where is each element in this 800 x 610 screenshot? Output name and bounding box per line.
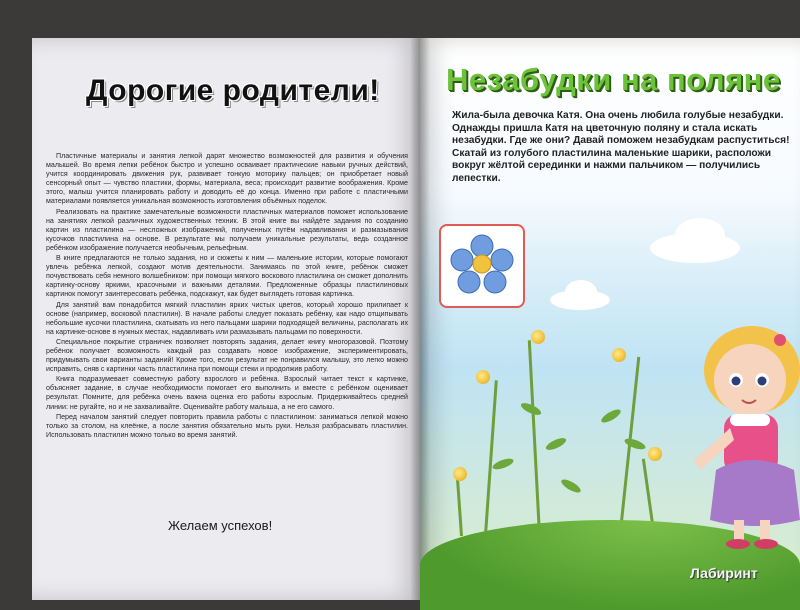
paragraph: Специальное покрытие страничек позволяет повторять задания, делает книгу многоразовой. Поэтому ребёнок получает возможность каждый раз создавать новое изображение, экспериментировать, придумывать свои варианты заданий! Кроме того, если результат не понравился малышу, это легко можно исправить, сняв с картинки часть пластилина при помощи стеки и продолжив работу.	[46, 337, 408, 374]
paragraph: Перед началом занятий следует повторить правила работы с пластилином: заниматься лепкой можно только за столом, на клеёнке, а после занятия обязательно мыть руки. Нельзя разбрасывать пластилин. Использовать пластилин можно только во время занятий.	[46, 412, 408, 439]
book-gutter	[410, 38, 430, 600]
girl-katya-illustration	[690, 310, 800, 550]
paragraph: Реализовать на практике замечательные возможности пластичных материалов поможет использование на занятиях лепкой различных художественных техник. В этой книге вы найдёте задания по созданию картин из пластилина — несложных изображений, полученных путём надавливания и размазывания кусочков пластилина на основе. В результате мы получаем уникальные результаты, ведь созданное ребёнком изображение получается необычным, рельефным.	[46, 207, 408, 252]
paragraph: Книга подразумевает совместную работу взрослого и ребёнка. Взрослый читает текст к картинке, объясняет задание, в случае необходимости помогает его выполнить и вместе с ребёнком оценивает результат. Помните, для ребёнка очень важна оценка его работы взрослым. Придерживайтесь средней линии: не ругайте, но и не захваливайте. Оценивайте работу малыша, а не его самого.	[46, 375, 408, 411]
closing-wish: Желаем успехов!	[168, 518, 273, 533]
story-text: Жила-была девочка Катя. Она очень любила голубые незабудки. Однажды пришла Катя на цветочную поляну и стала искать незабудки. Где же они? Давай поможем незабудкам распуститься! Скатай из голубого пластилина маленькие шарики, расположи вокруг жёлтой серединки и нажми пальчиком — получились лепестки.	[452, 110, 790, 184]
flower-bud	[648, 447, 662, 461]
flower-bud	[453, 467, 467, 481]
parents-note-text	[46, 152, 408, 441]
flower-bud	[612, 348, 626, 362]
left-page-title: Дорогие родители!	[86, 74, 380, 107]
store-watermark: Лабиринт	[690, 565, 758, 581]
cloud	[675, 218, 725, 253]
cloud	[565, 280, 597, 304]
paragraph: Для занятий вам понадобится мягкий пластилин ярких чистых цветов, который хорошо прилипает к основе (например, восковой пластилин). В начале работы следует показать ребёнку, как надо отщипывать небольшие кусочки пластилина, скатывать из него пальцами шарики подходящей величины, располагать их на картинке-основе в нужных местах, надавливать или размазывать пальцами по поверхности.	[46, 300, 408, 336]
paragraph: В книге предлагаются не только задания, но и сюжеты к ним — маленькие истории, которые помогают увлечь ребёнка лепкой, создают мотив деятельности. Занимаясь по этой книге, ребёнок сможет почувствовать себя немного волшебником: при помощи мягкого воскового пластилина он сможет дополнить картинку-основу яркими, красочными и важными деталями. Предложенные образцы пластилиновых картинок помогут заинтересовать ребёнка, подскажут, как будет выглядеть готовая картинка.	[46, 254, 408, 299]
flower-bud	[476, 370, 490, 384]
forget-me-not-icon	[441, 226, 523, 306]
flower-bud	[531, 330, 545, 344]
sample-flower-frame	[439, 224, 525, 308]
paragraph: Пластичные материалы и занятия лепкой дарят множество возможностей для развития и обучения малышей. Во время лепки ребёнок быстро и успешно осваивает практические навыки ручных действий, учится координировать движения рук, развивает тонкую моторику пальцев; он приобретает новый сенсорный опыт — чувство пластики, формы, материала, веса; происходит развитие воображения. Кроме этого, малыш учится планировать работу и доводить её до конца. Именно при работе с пластичными материалами появляется уникальная возможность изготовления объёмных поделок.	[46, 152, 408, 206]
right-page-title: Незабудки на поляне	[446, 62, 781, 97]
